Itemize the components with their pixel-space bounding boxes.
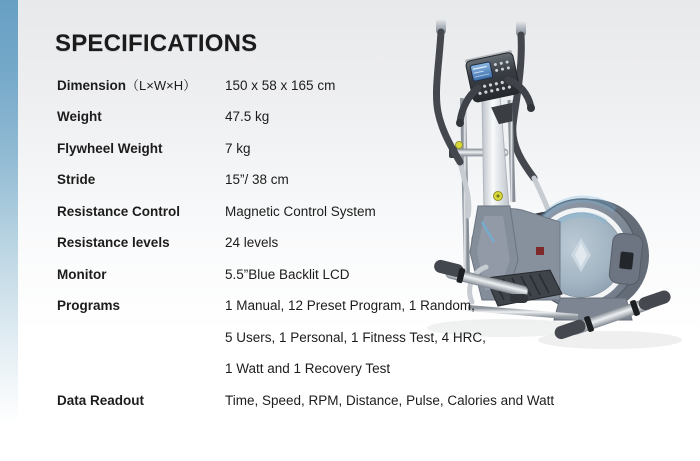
spec-row-dimension	[57, 70, 647, 101]
spec-table	[57, 70, 647, 416]
spec-label-text: Dimension	[57, 78, 127, 93]
spec-row-programs	[57, 290, 647, 384]
spec-row-data-readout	[57, 385, 647, 416]
spec-label	[57, 70, 225, 101]
spec-label: Weight	[57, 109, 102, 125]
spec-value: 15”/ 38 cm	[225, 172, 289, 188]
spec-row-monitor	[57, 259, 647, 290]
spec-value: 24 levels	[225, 235, 279, 251]
spec-row-resistance-control	[57, 196, 647, 227]
spec-label: Data Readout	[57, 392, 145, 408]
page-title: SPECIFICATIONS	[55, 30, 258, 57]
spec-value: Time, Speed, RPM, Distance, Pulse, Calories and Watt	[225, 392, 555, 408]
spec-row-resistance-levels	[57, 227, 647, 258]
spec-row-flywheel-weight	[57, 133, 647, 164]
spec-value: 7 kg	[225, 140, 251, 156]
spec-value: 47.5 kg	[225, 109, 270, 125]
spec-value: 150 x 58 x 165 cm	[225, 78, 336, 93]
spec-value: Magnetic Control System	[225, 203, 376, 219]
spec-row-weight	[57, 101, 647, 132]
spec-value-multiline	[225, 290, 486, 384]
spec-label: Resistance Control	[57, 203, 181, 219]
spec-value: 5.5”Blue Backlit LCD	[225, 266, 350, 282]
spec-label: Resistance levels	[57, 235, 170, 251]
spec-value-line: 1 Manual, 12 Preset Program, 1 Random,	[225, 298, 475, 314]
spec-label: Flywheel Weight	[57, 140, 163, 156]
spec-label: Monitor	[57, 266, 107, 282]
spec-row-stride	[57, 164, 647, 195]
spec-value-line: 5 Users, 1 Personal, 1 Fitness Test, 4 HRC,	[225, 329, 486, 345]
spec-label: Programs	[57, 298, 121, 314]
spec-value-line: 1 Watt and 1 Recovery Test	[225, 361, 391, 377]
spec-label-suffix: （L×W×H）	[126, 78, 197, 93]
spec-label: Stride	[57, 172, 96, 188]
left-accent-strip	[0, 0, 18, 461]
